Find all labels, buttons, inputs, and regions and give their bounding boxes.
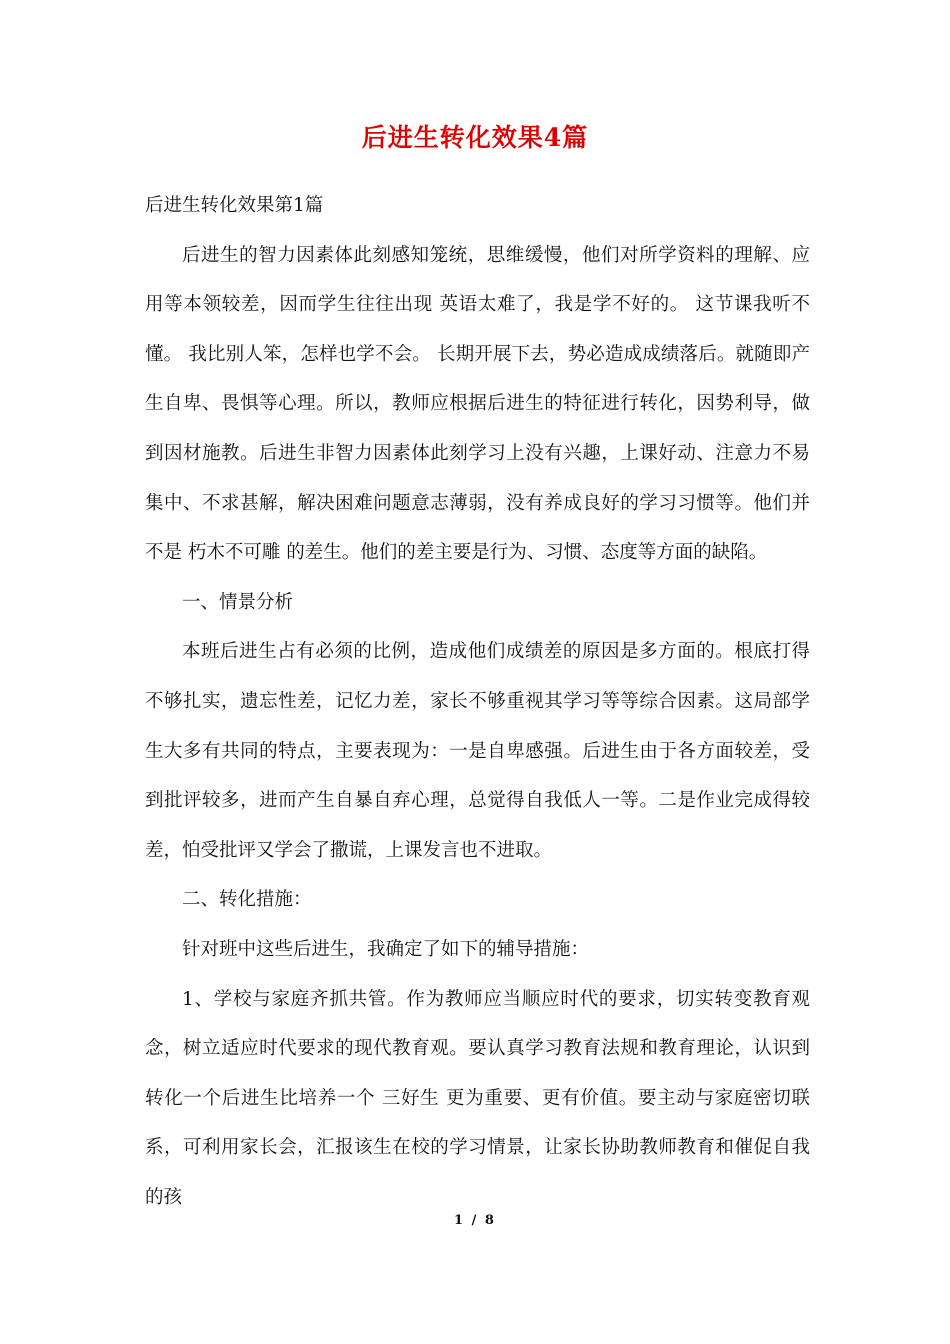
document-body — [145, 181, 810, 1222]
paragraph-heading-analysis: 一、情景分析 — [182, 591, 294, 613]
paragraph-analysis: 本班后进生占有必须的比例，造成他们成绩差的原因是多方面的。根底打得不够扎实，遗忘性差，记忆力差，家长不够重视其学习等等综合因素。这局部学生大多有共同的特点，主要表现为：一是自卑感强。后进生由于各方面较差，受到批评较多，进而产生自暴自弃心理，总觉得自我低人一等。二是作业完成得较差，怕受批评又学会了撒谎，上课发言也不进取。 — [145, 641, 810, 861]
paragraph-section-heading: 后进生转化效果第1篇 — [145, 195, 324, 216]
paragraph-intro: 后进生的智力因素体此刻感知笼统，思维缓慢，他们对所学资料的理解、应用等本领较差，因而学生往往出现 英语太难了，我是学不好的。 这节课我听不懂。 我比别人笨，怎样也学不会。 长期开展下去，势必造成成绩落后。就随即产生自卑、畏惧等心理。所以，教师应根据后进生的特征进行转化，因势利导，做到因材施教。后进生非智力因素体此刻学习上没有兴趣，上课好动、注意力不易集中、不求甚解，解决困难问题意志薄弱，没有养成良好的学习习惯等。他们并不是 朽木不可雕 的差生。他们的差主要是行为、习惯、态度等方面的缺陷。 — [145, 244, 810, 564]
document-title: 后进生转化效果4篇 — [361, 123, 589, 152]
paragraph-heading-measures: 二、转化措施： — [182, 889, 312, 911]
paragraph-measures-intro: 针对班中这些后进生，我确定了如下的辅导措施： — [182, 938, 590, 960]
paragraph-measure-1: 1、学校与家庭齐抓共管。作为教师应当顺应时代的要求，切实转变教育观念，树立适应时代要求的现代教育观。要认真学习教育法规和教育理论，认识到转化一个后进生比培养一个 三好生 更为重要、更有价值。要主动与家庭密切联系，可利用家长会，汇报该生在校的学习情景，让家长协助教师教育和催促自我的孩 — [145, 988, 810, 1208]
page-indicator: 1 / 8 — [454, 1213, 496, 1228]
